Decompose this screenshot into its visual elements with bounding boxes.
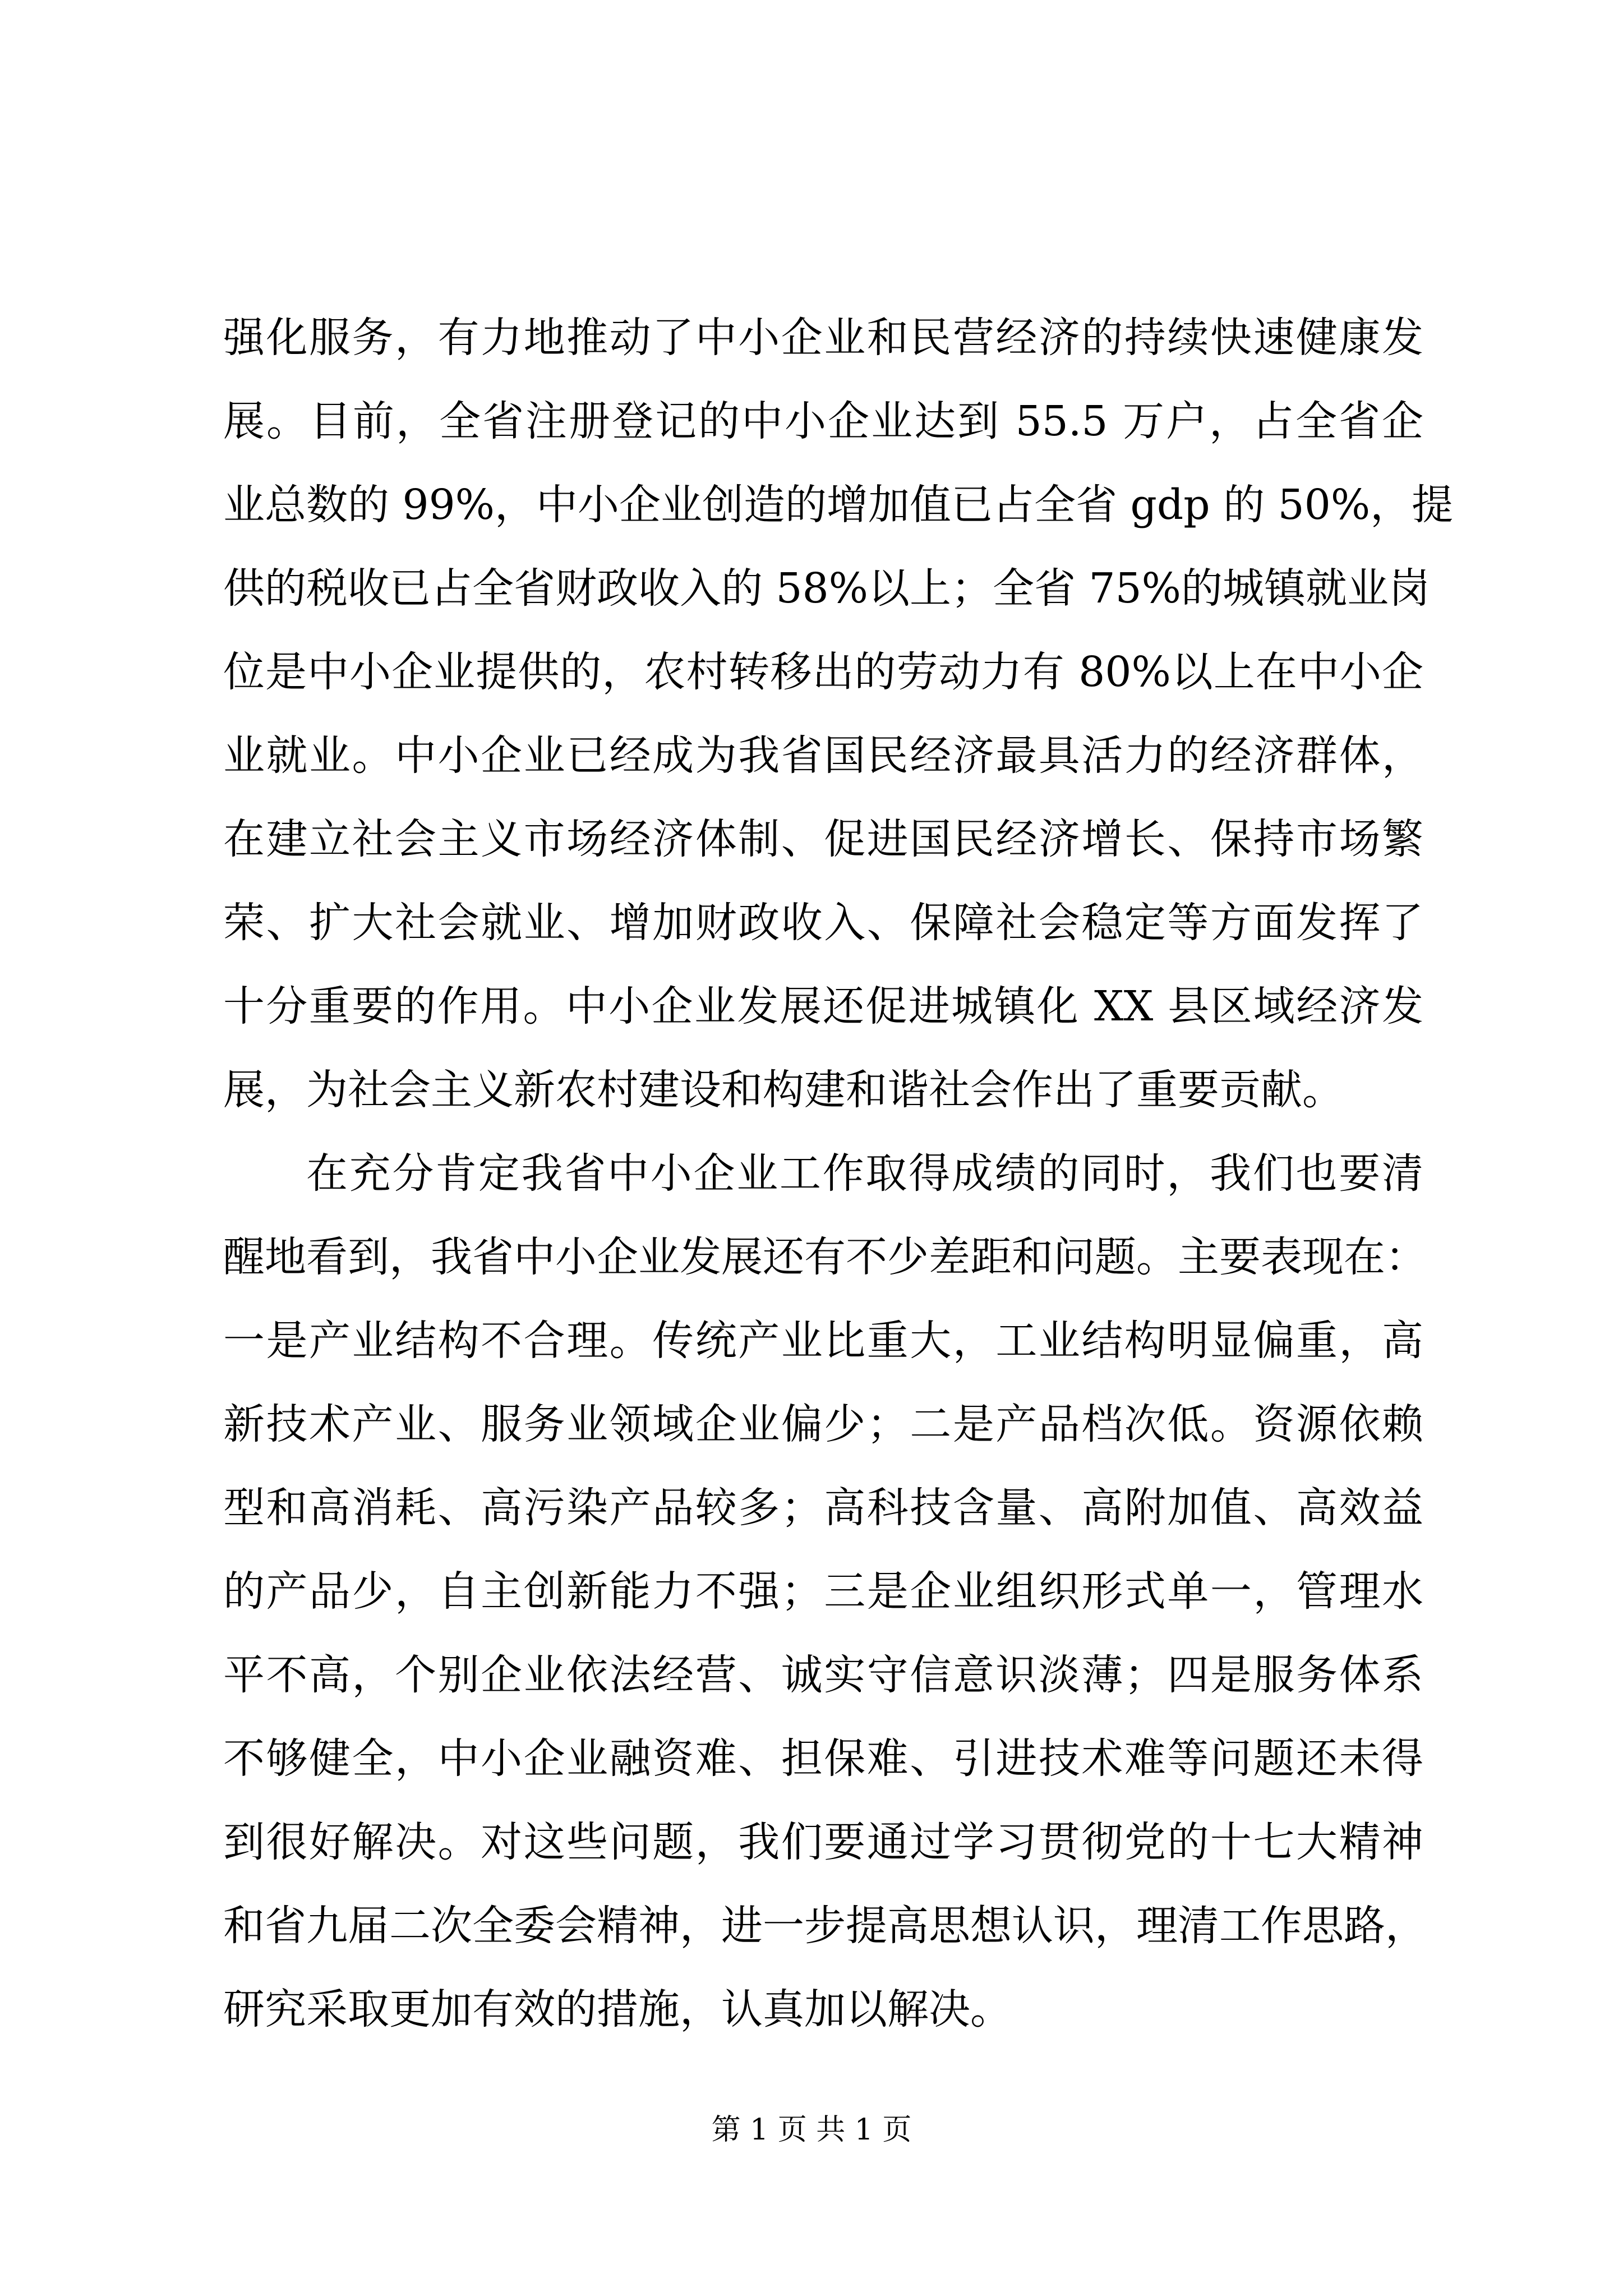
paragraph-1-line-4: 供的税收已占全省财政收入的 58%以上；全省 75%的城镇就业岗 — [223, 564, 1430, 613]
paragraph-2-line-7: 平不高，个别企业依法经营、诚实守信意识淡薄；四是服务体系 — [223, 1651, 1423, 1699]
paragraph-2-line-11: 研究采取更加有效的措施，认真加以解决。 — [223, 1985, 1012, 2033]
paragraph-1-line-1: 强化服务，有力地推动了中小企业和民营经济的持续快速健康发 — [223, 314, 1423, 362]
paragraph-1-line-10: 展，为社会主义新农村建设和构建和谐社会作出了重要贡献。 — [223, 1066, 1344, 1114]
paragraph-2-line-8: 不够健全，中小企业融资难、担保难、引进技术难等问题还未得 — [223, 1734, 1423, 1783]
body-text — [223, 296, 1454, 2051]
paragraph-1-line-6: 业就业。中小企业已经成为我省国民经济最具活力的经济群体， — [223, 731, 1423, 780]
paragraph-1-line-8: 荣、扩大社会就业、增加财政收入、保障社会稳定等方面发挥了 — [223, 899, 1423, 947]
paragraph-2-line-5: 型和高消耗、高污染产品较多；高科技含量、高附加值、高效益 — [223, 1484, 1423, 1532]
paragraph-1-line-7: 在建立社会主义市场经济体制、促进国民经济增长、保持市场繁 — [223, 815, 1423, 863]
paragraph-1-line-2: 展。目前，全省注册登记的中小企业达到 55.5 万户，占全省企 — [223, 397, 1423, 445]
page-footer: 第 1 页 共 1 页 — [711, 2113, 912, 2147]
paragraph-2-line-3: 一是产业结构不合理。传统产业比重大，工业结构明显偏重，高 — [223, 1317, 1423, 1365]
paragraph-1-line-5: 位是中小企业提供的，农村转移出的劳动力有 80%以上在中小企 — [223, 648, 1423, 696]
paragraph-1-line-9: 十分重要的作用。中小企业发展还促进城镇化 XX 县区域经济发 — [223, 982, 1423, 1030]
paragraph-2-line-4: 新技术产业、服务业领域企业偏少；二是产品档次低。资源依赖 — [223, 1400, 1423, 1448]
paragraph-2-line-1: 在充分肯定我省中小企业工作取得成绩的同时，我们也要清 — [306, 1149, 1423, 1198]
paragraph-2-line-9: 到很好解决。对这些问题，我们要通过学习贯彻党的十七大精神 — [223, 1818, 1423, 1866]
paragraph-1-line-3: 业总数的 99%，中小企业创造的增加值已占全省 gdp 的 50%，提 — [223, 481, 1454, 529]
paragraph-2-line-10: 和省九届二次全委会精神，进一步提高思想认识，理清工作思路， — [223, 1902, 1427, 1950]
paragraph-2-line-6: 的产品少，自主创新能力不强；三是企业组织形式单一，管理水 — [223, 1567, 1423, 1616]
paragraph-2-line-2: 醒地看到，我省中小企业发展还有不少差距和问题。主要表现在： — [223, 1233, 1427, 1281]
